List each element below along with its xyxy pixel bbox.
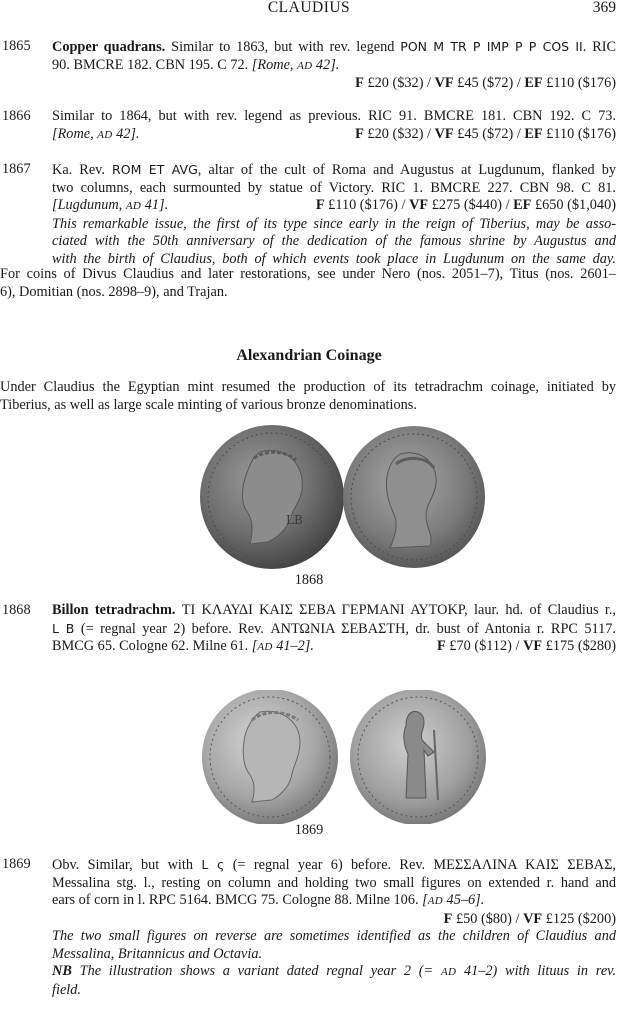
issue-date: [AD 41–2]. bbox=[251, 638, 314, 654]
denomination-title: Billon tetradrachm. bbox=[52, 602, 176, 618]
entry-body bbox=[52, 856, 616, 999]
entry-line: BMCG 65. Cologne 62. Milne 61. [AD 41–2]. F £70 ($112) / VF £175 ($280) bbox=[52, 638, 616, 654]
entry-number: 1865 bbox=[2, 38, 31, 54]
denomination-title: Copper quadrans. bbox=[52, 39, 166, 55]
figure-caption-1869: 1869 bbox=[294, 822, 324, 838]
entry-line: Messalina stg. l., resting on column and holding two small figures on extended r. hand and bbox=[52, 874, 616, 891]
price-line: F £20 ($32) / VF £45 ($72) / EF £110 ($176) bbox=[355, 125, 616, 142]
entry-line: Obv. Similar, but with L ς (= regnal year 6) before. Rev. ΜΕΣΣΑΛΙΝΑ ΚΑΙΣ ΣΕΒΑΣ, bbox=[52, 857, 617, 873]
entry-note: with the birth of Claudius, both of which events took place in Lugdunum on the same day. bbox=[52, 250, 616, 267]
entry-number: 1869 bbox=[2, 856, 31, 872]
restorations-paragraph: For coins of Divus Claudius and later restorations, see under Nero (nos. 2051–7), Titus (nos. 2601– 6), Domitian (nos. 2898–9), and Trajan. bbox=[0, 266, 616, 300]
entry-line: two columns, each surmounted by statue of Victory. RIC 1. BMCRE 227. CBN 98. C 81. bbox=[52, 179, 616, 196]
mint-date: [Rome, AD 42]. bbox=[52, 125, 140, 142]
nb-note: NB The illustration shows a variant dated regnal year 2 (= AD 41–2) with lituus in rev. bbox=[52, 963, 617, 979]
page-number: 369 bbox=[592, 0, 616, 16]
entry-number: 1866 bbox=[2, 108, 31, 124]
coin-figure-1869 bbox=[198, 690, 488, 824]
entry-line: Copper quadrans. Similar to 1863, but with rev. legend PON M TR P IMP P P COS II. RIC bbox=[52, 39, 617, 55]
entry-line: Billon tetradrachm. ΤΙ ΚΛΑΥΔΙ ΚΑΙΣ ΣΕΒΑ ΓΕΡΜΑΝΙ ΑΥΤΟΚΡ, laur. hd. of Claudius r., bbox=[52, 602, 616, 618]
coin-obverse-1868 bbox=[200, 425, 344, 569]
entry-number: 1867 bbox=[2, 161, 31, 177]
coin-legend: PON M TR P IMP P P COS II bbox=[400, 39, 583, 54]
running-title: CLAUDIUS bbox=[267, 0, 351, 16]
mint-date: [Lugdunum, AD 41]. bbox=[52, 197, 169, 213]
entry-body bbox=[52, 108, 616, 144]
coin-figure-1868 bbox=[200, 424, 486, 570]
coin-obverse-1869 bbox=[202, 690, 338, 824]
price-line: F £20 ($32) / VF £45 ($72) / EF £110 ($176) bbox=[355, 75, 616, 91]
price-line: F £50 ($80) / VF £125 ($200) bbox=[443, 910, 616, 927]
entry-body bbox=[52, 38, 616, 93]
entry-note: This remarkable issue, the first of its type since early in the reign of Tiberius, may be asso- bbox=[52, 215, 616, 232]
price-line: F £110 ($176) / VF £275 ($440) / EF £650 ($1,040) bbox=[315, 197, 616, 213]
entry-line: Ka. Rev. ROM ET AVG, altar of the cult of Roma and Augustus at Lugdunum, flanked by bbox=[52, 162, 616, 178]
coin-reverse-1869 bbox=[350, 690, 486, 824]
entry-line bbox=[52, 126, 616, 145]
entry-line bbox=[52, 197, 616, 216]
entry-line: L B (= regnal year 2) before. Rev. ΑΝΤΩΝΙΑ ΣΕΒΑΣΤΗ, dr. bust of Antonia r. RPC 5117. bbox=[52, 620, 617, 637]
nb-note: field. bbox=[52, 981, 81, 998]
entry-line: Similar to 1864, but with rev. legend as previous. RIC 91. BMCRE 181. CBN 192. C 73. bbox=[52, 108, 616, 124]
entry-note: ciated with the 50th anniversary of the dedication of the famous shrine by Augustus and bbox=[52, 233, 616, 249]
coin-legend: ROM ET AVG bbox=[112, 162, 198, 177]
entry-body bbox=[52, 161, 616, 268]
regnal-year-mark: L ς bbox=[201, 857, 225, 872]
section-intro: Under Claudius the Egyptian mint resumed the production of its tetradrachm coinage, initiated by Tiberius, as well as large scale minting of various bronze denominations. bbox=[0, 379, 616, 413]
figure-caption-1868: 1868 bbox=[294, 572, 324, 588]
coin-reverse-1868 bbox=[343, 426, 485, 568]
mint-date: [Rome, AD 42]. bbox=[251, 56, 340, 73]
entry-number: 1868 bbox=[2, 602, 31, 618]
entry-note: Messalina, Britannicus and Octavia. bbox=[52, 945, 263, 962]
section-heading: Alexandrian Coinage bbox=[236, 347, 382, 364]
entry-body bbox=[52, 602, 616, 657]
entry-note: The two small figures on reverse are sometimes identified as the children of Claudius and bbox=[52, 928, 616, 944]
running-header bbox=[0, 0, 618, 20]
price-line: F £70 ($112) / VF £175 ($280) bbox=[437, 638, 616, 654]
entry-line: ears of corn in l. RPC 5164. BMCG 75. Cologne 88. Milne 106. [AD 45–6]. bbox=[52, 892, 485, 908]
regnal-year-mark: L B bbox=[52, 620, 75, 636]
entry-line: 90. BMCRE 182. CBN 195. C 72. [Rome, AD 42]. bbox=[52, 56, 340, 73]
issue-date: [AD 45–6]. bbox=[422, 892, 485, 908]
obverse-field-letters: LB bbox=[286, 513, 303, 527]
